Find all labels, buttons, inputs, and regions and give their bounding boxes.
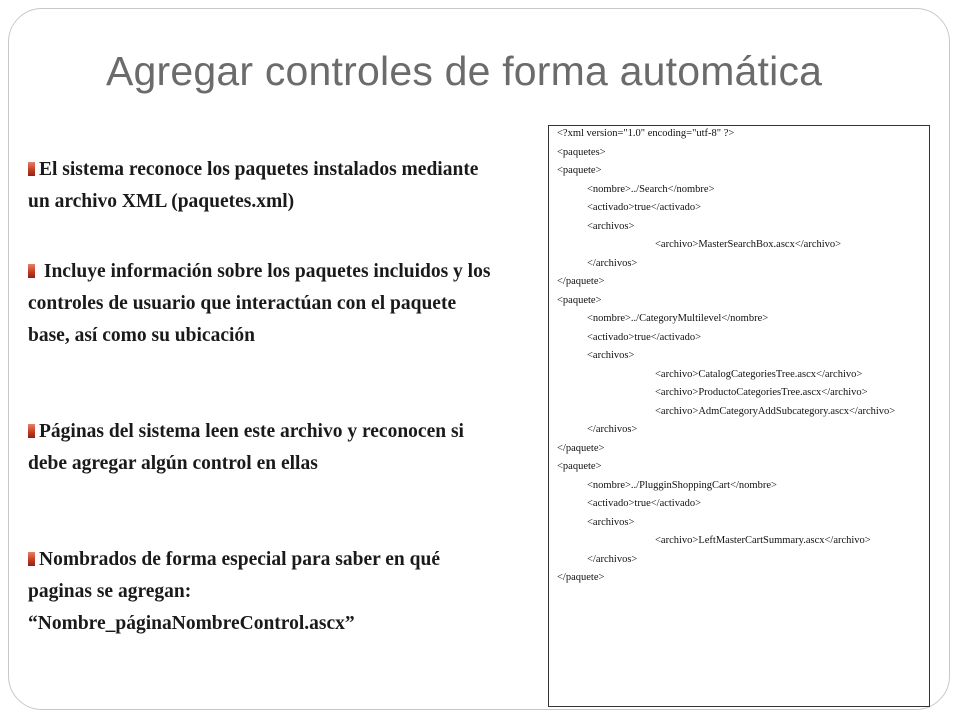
xml-line: <activado>true</activado>: [587, 202, 702, 213]
xml-line: <paquete>: [557, 461, 602, 472]
xml-line: <activado>true</activado>: [587, 331, 702, 343]
xml-line: <paquete>: [557, 165, 602, 176]
slide-title: Agregar controles de forma automática: [106, 48, 823, 94]
xml-line: <archivo>LeftMasterCartSummary.ascx</archivo>: [655, 535, 871, 546]
xml-line: <archivos>: [587, 516, 635, 528]
xml-line: </archivos>: [587, 553, 638, 565]
xml-line: <nombre>../Search</nombre>: [587, 183, 715, 195]
bullet-marker-icon: [28, 424, 35, 438]
xml-line: <archivo>MasterSearchBox.ascx</archivo>: [655, 239, 842, 250]
bullet-marker-icon: [28, 162, 35, 176]
bullet-marker-icon: [28, 264, 35, 278]
bullet-item: [28, 154, 498, 218]
xml-line: <archivo>ProductoCategoriesTree.ascx</archivo>: [655, 387, 868, 398]
bullet-item: [28, 256, 498, 352]
xml-line: <?xml version="1.0" encoding="utf-8" ?>: [557, 128, 735, 139]
bullet-text: Páginas del sistema leen este archivo y reconocen si debe agregar algún control en ellas: [28, 421, 464, 474]
bullet-text: Incluye información sobre los paquetes incluidos y los controles de usuario que interactúan con el paquete base, así como su ubicación: [28, 261, 491, 346]
xml-line: <activado>true</activado>: [587, 498, 702, 509]
xml-code-box: [548, 125, 930, 707]
bullet-text: Nombrados de forma especial para saber en qué paginas se agregan: “Nombre_páginaNombreControl.ascx”: [28, 549, 440, 634]
bullet-marker-icon: [28, 552, 35, 566]
xml-line: </archivos>: [587, 257, 638, 269]
xml-line: </paquete>: [557, 276, 605, 287]
xml-line: <archivo>CatalogCategoriesTree.ascx</archivo>: [655, 368, 863, 380]
xml-line: <nombre>../CategoryMultilevel</nombre>: [587, 313, 769, 324]
xml-line: </paquete>: [557, 442, 605, 454]
bullet-item: [28, 544, 498, 640]
xml-line: <paquetes>: [557, 146, 606, 158]
xml-line: <nombre>../PlugginShoppingCart</nombre>: [587, 479, 777, 491]
xml-line: <archivos>: [587, 350, 635, 361]
xml-line: </archivos>: [587, 424, 638, 435]
xml-line: <paquete>: [557, 294, 602, 306]
bullet-item: [28, 416, 498, 480]
xml-line: <archivos>: [587, 220, 635, 232]
bullet-text: El sistema reconoce los paquetes instalados mediante un archivo XML (paquetes.xml): [28, 159, 479, 212]
xml-line: <archivo>AdmCategoryAddSubcategory.ascx</archivo>: [655, 405, 896, 417]
xml-line: </paquete>: [557, 572, 605, 583]
